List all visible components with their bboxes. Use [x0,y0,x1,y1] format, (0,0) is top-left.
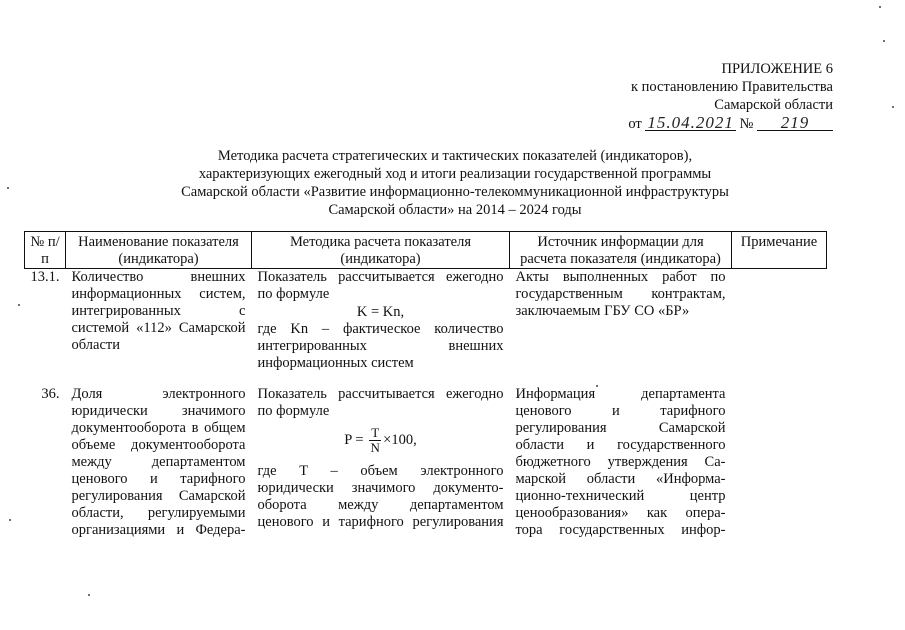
text-line: юридически значимого [71,403,246,419]
text-line: ценового и тарифного [71,471,246,487]
document-title [120,147,790,219]
appendix-title: ПРИЛОЖЕНИЕ 6 [721,61,833,77]
header-num: № п/п [25,232,66,269]
text-line: ценообразования» как опера- [515,505,726,521]
row-method [252,269,510,373]
text-line: Показатель рассчитывается ежегодно [257,386,504,402]
row-source [510,269,732,373]
scan-speck [9,519,11,521]
table-header-row [25,232,827,269]
scan-speck [883,40,885,42]
text-line: ценового и тарифного регулирования [257,514,504,530]
formula: K = Kn, [356,304,405,320]
header-name: Наименование показателя (индикатора) [66,232,252,269]
row-name [66,386,252,539]
text-line: ценового и тарифного [515,403,726,419]
handwritten-date: 15.04.2021 [647,113,734,132]
fraction-numerator: T [371,425,380,440]
text-line: Доля электронного [71,386,246,402]
text-line: по формуле [257,403,330,419]
text-line: оборота между департаментом [257,497,504,513]
text-line: юридически значимого документо- [257,480,504,496]
row-method [252,386,510,539]
header-method: Методика расчета показателя (индикатора) [252,232,510,269]
title-line-1: Методика расчета стратегических и тактических показателей (индикаторов), [217,148,693,164]
text-line: по формуле [257,286,330,302]
text-line: регулирования Самарской [515,420,726,436]
formula [258,426,504,455]
handwritten-number: 219 [757,115,833,131]
scan-speck [18,304,20,306]
row-name [66,269,252,373]
scan-speck [879,6,881,8]
appendix-header [593,60,833,133]
text-line: Акты выполненных работ по [515,269,726,285]
appendix-line-2: Самарской области [714,97,833,113]
text-line: интегрированных внешних [257,338,504,354]
text-line: Количество внешних [71,269,246,285]
formula-rhs: ×100, [383,431,417,448]
scan-speck [7,187,9,189]
row-num: 13.1. [30,269,60,285]
row-note [732,386,827,539]
appendix-signature-line [593,115,833,133]
text-line: области, регулируемыми [71,505,246,521]
row-note [732,269,827,373]
scan-speck [88,594,90,596]
text-line: ционно-технический центр [515,488,726,504]
text-line: Показатель рассчитывается ежегодно [257,269,504,285]
from-label: от [628,116,642,132]
text-line: между департаментом [71,454,246,470]
text-line: информационных систем [257,355,414,371]
text-line: документооборота в общем [71,420,246,436]
text-line: где Kn – фактическое количество [257,321,504,337]
text-line: области и государственного [515,437,726,453]
row-spacer [25,372,827,386]
row-source [510,386,732,539]
text-line: объеме документооборота [71,437,246,453]
text-line: бюджетного утверждения Са- [515,454,726,470]
table-row [25,269,827,373]
text-line: тора государственных инфор- [515,522,726,538]
title-line-4: Самарской области» на 2014 – 2024 годы [328,202,582,218]
appendix-line-1: к постановлению Правительства [631,79,833,95]
formula-fraction [369,426,381,455]
table-row [25,386,827,539]
indicators-table [24,231,827,539]
text-line: интегрированных с [71,303,246,319]
text-line: системой «112» Самарской [71,320,246,336]
header-source: Источник информации для расчета показателя (индикатора) [510,232,732,269]
fraction-denominator: N [370,440,380,455]
formula-lhs: P = [344,431,364,448]
text-line: государственным контрактам, [515,286,726,302]
row-num: 36. [41,386,60,402]
text-line: марской области «Информа- [515,471,726,487]
text-line: Информация департамента [515,386,726,402]
scan-speck [892,106,894,108]
header-note: Примечание [732,232,827,269]
number-label: № [739,116,754,132]
text-line: заключаемым ГБУ СО «БР» [515,303,690,319]
text-line: регулирования Самарской [71,488,246,504]
text-line: информационных систем, [71,286,246,302]
text-line: где T – объем электронного [257,463,504,479]
text-line: организациями и Федера- [71,522,246,538]
title-line-2: характеризующих ежегодный ход и итоги реализации государственной программы [198,166,712,182]
text-line: области [71,337,120,353]
title-line-3: Самарской области «Развитие информационно-телекоммуникационной инфраструктуры [181,184,729,200]
